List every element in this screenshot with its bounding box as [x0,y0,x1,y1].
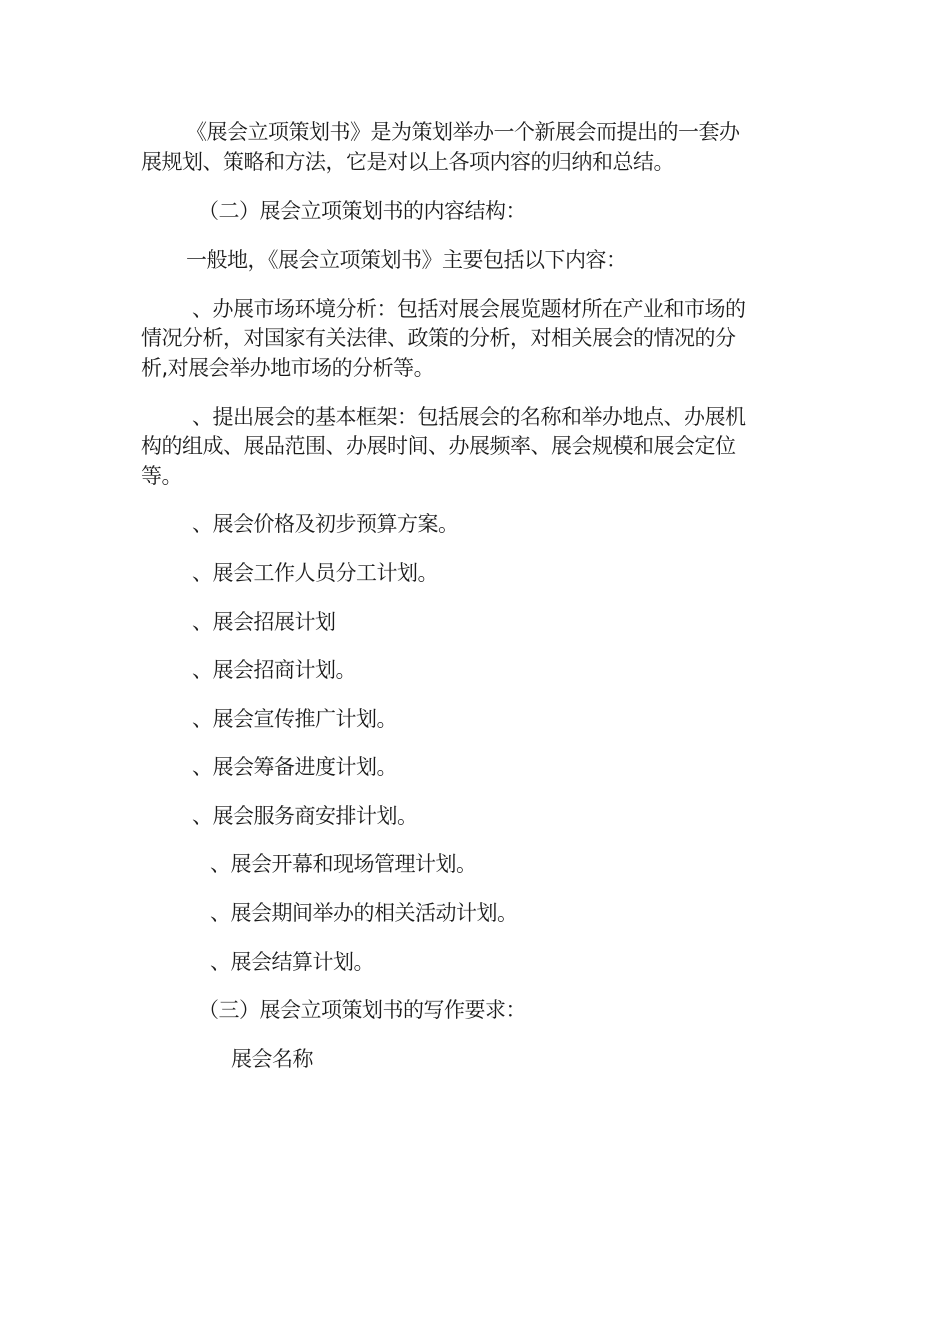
section-heading-3: （三）展会立项策划书的写作要求： [198,998,526,1022]
item1-line-2: 情况分析，对国家有关法律、政策的分析，对相关展会的情况的分 [141,326,736,350]
list-item-exhibitor-recruitment: 、展会招展计划 [192,610,336,634]
list-item-investment: 、展会招商计划。 [192,658,356,682]
list-item-promotion: 、展会宣传推广计划。 [192,707,397,731]
section-heading-2: （二）展会立项策划书的内容结构： [198,199,526,223]
list-item-opening-management: 、展会开幕和现场管理计划。 [210,852,477,876]
item1-line-3: 析,对展会举办地市场的分析等。 [141,356,435,380]
intro-line-2: 展规划、策略和方法，它是对以上各项内容的归纳和总结。 [141,150,674,174]
list-item-related-activities: 、展会期间举办的相关活动计划。 [210,901,518,925]
item2-line-2: 构的组成、展品范围、办展时间、办展频率、展会规模和展会定位 [141,434,736,458]
item1-line-1: 、办展市场环境分析：包括对展会展览题材所在产业和市场的 [192,297,746,321]
item2-line-3: 等。 [141,464,182,488]
subheading-exhibition-name: 展会名称 [231,1047,313,1071]
list-item-settlement: 、展会结算计划。 [210,950,374,974]
intro-line-1: 《展会立项策划书》是为策划举办一个新展会而提出的一套办 [186,120,740,144]
list-item-price-budget: 、展会价格及初步预算方案。 [192,512,459,536]
list-item-preparation-schedule: 、展会筹备进度计划。 [192,755,397,779]
list-item-service-providers: 、展会服务商安排计划。 [192,804,418,828]
item2-line-1: 、提出展会的基本框架：包括展会的名称和举办地点、办展机 [192,405,746,429]
general-intro: 一般地，《展会立项策划书》主要包括以下内容： [186,248,627,272]
list-item-staffing: 、展会工作人员分工计划。 [192,561,438,585]
